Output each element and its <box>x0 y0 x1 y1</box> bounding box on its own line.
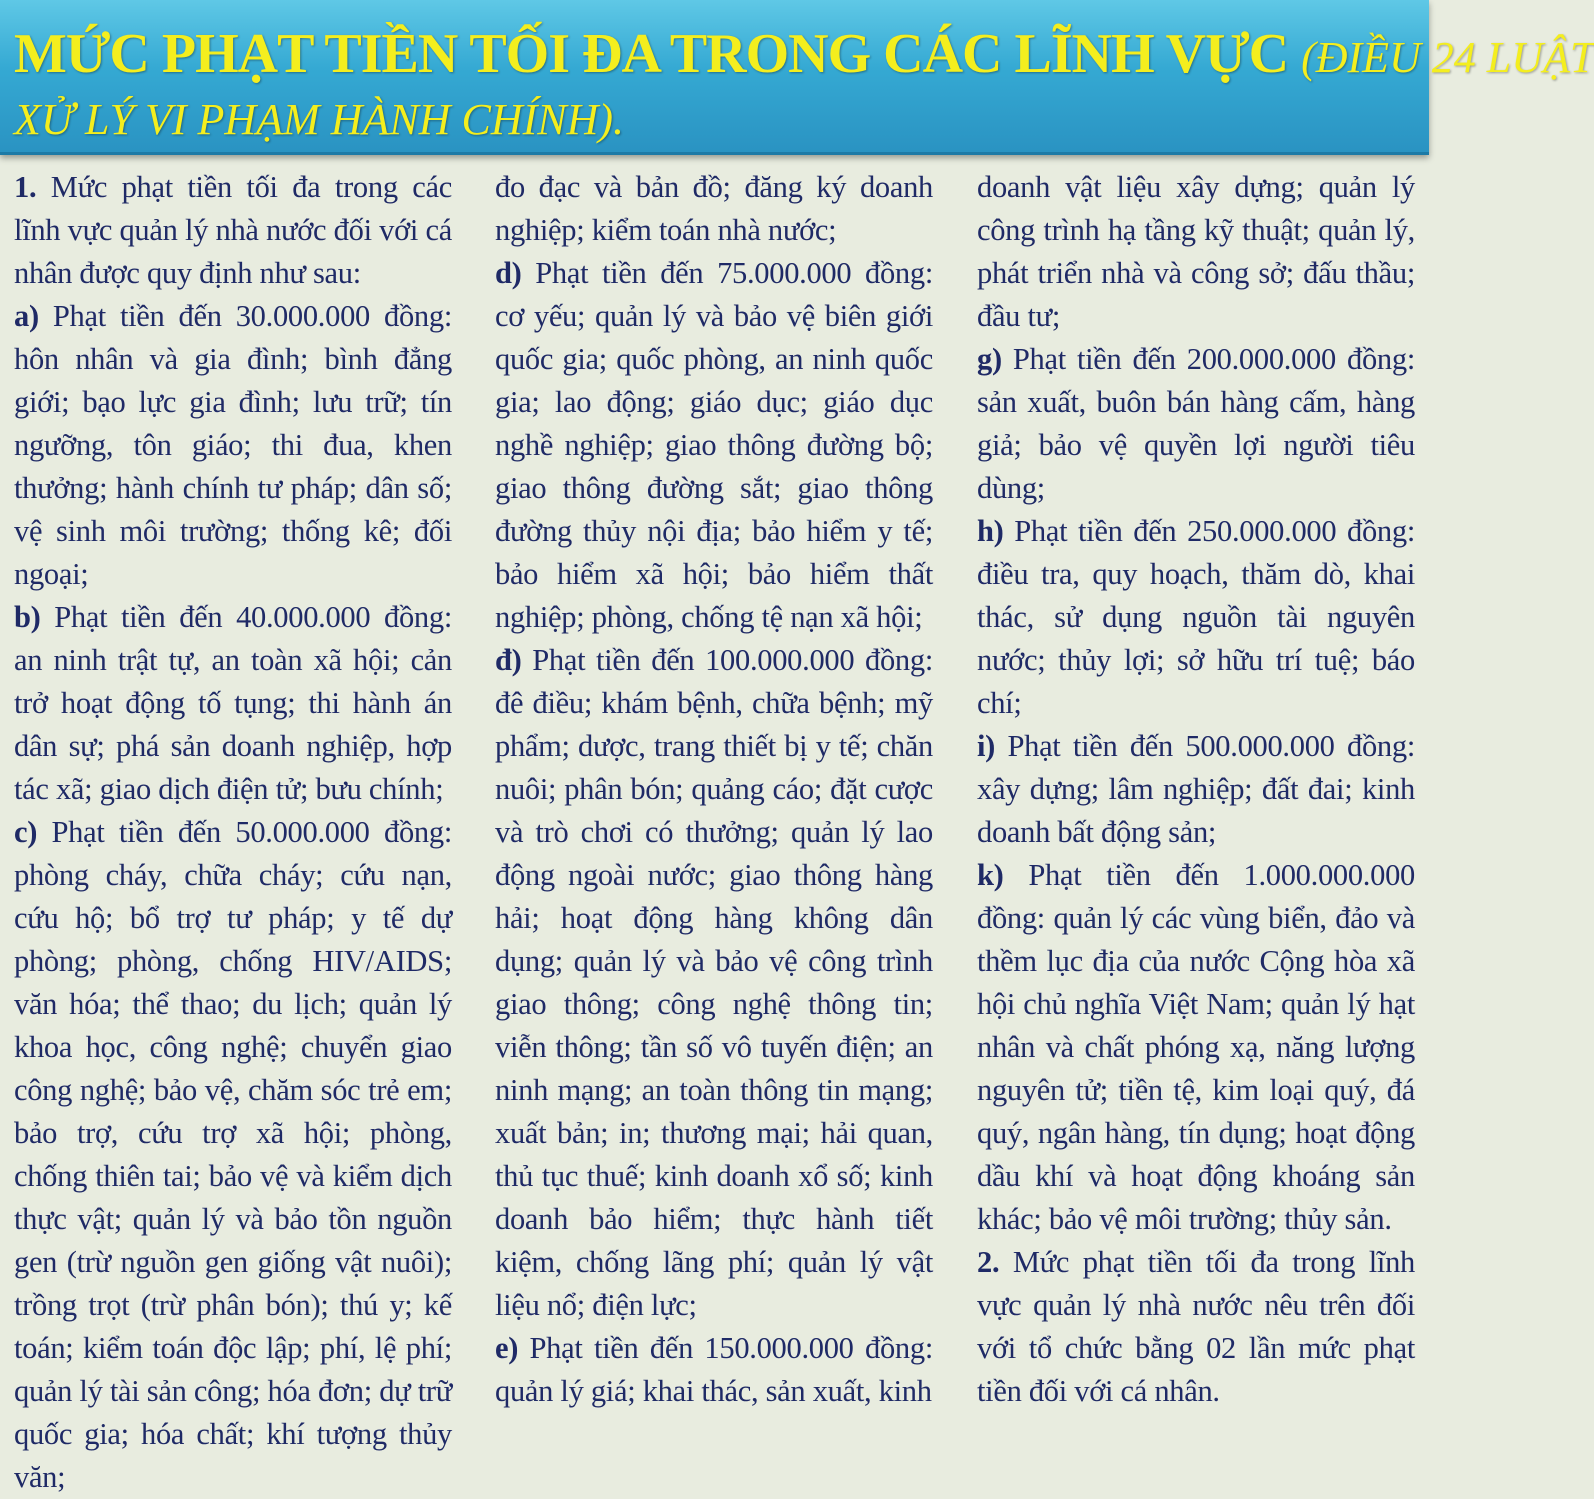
text-column-2 <box>495 166 933 1413</box>
paragraph <box>14 295 452 596</box>
paragraph-text: Phạt tiền đến 500.000.000 đồng: xây dựng; lâm nghiệp; đất đai; kinh doanh bất động sản; <box>977 729 1415 849</box>
title-bold: MỨC PHẠT TIỀN TỐI ĐA TRONG CÁC LĨNH VỰC <box>14 23 1289 85</box>
paragraph <box>977 166 1415 338</box>
paragraph <box>977 854 1415 1241</box>
text-column-1 <box>14 166 452 1499</box>
paragraph-text: Phạt tiền đến 250.000.000 đồng: điều tra, quy hoạch, thăm dò, khai thác, sử dụng nguồn tài nguyên nước; thủy lợi; sở hữu trí tuệ; báo chí; <box>977 514 1415 720</box>
item-marker: 1. <box>14 170 37 204</box>
item-marker: b) <box>14 600 41 634</box>
paragraph <box>495 639 933 1327</box>
paragraph <box>14 166 452 295</box>
item-marker: a) <box>14 299 39 333</box>
paragraph-text: Phạt tiền đến 200.000.000 đồng: sản xuất, buôn bán hàng cấm, hàng giả; bảo vệ quyền lợi người tiêu dùng; <box>977 342 1415 505</box>
item-marker: c) <box>14 815 38 849</box>
paragraph-text: đo đạc và bản đồ; đăng ký doanh nghiệp; kiểm toán nhà nước; <box>495 170 933 247</box>
paragraph <box>977 725 1415 854</box>
paragraph <box>495 252 933 639</box>
item-marker: g) <box>977 342 1002 376</box>
title-banner <box>0 0 1594 155</box>
paragraph <box>495 1327 933 1413</box>
title-line-1 <box>14 22 1594 86</box>
paragraph-text: Phạt tiền đến 75.000.000 đồng: cơ yếu; quản lý và bảo vệ biên giới quốc gia; quốc phòng, an ninh quốc gia; lao động; giáo dục; giáo dục nghề nghiệp; giao thông đường bộ; giao thông đường sắt; giao thông đường thủy nội địa; bảo hiểm y tế; bảo hiểm xã hội; bảo hiểm thất nghiệp; phòng, chống tệ nạn xã hội; <box>495 256 933 634</box>
paragraph <box>14 811 452 1499</box>
paragraph-text: Phạt tiền đến 150.000.000 đồng: quản lý giá; khai thác, sản xuất, kinh <box>495 1331 933 1408</box>
paragraph-text: Phạt tiền đến 40.000.000 đồng: an ninh trật tự, an toàn xã hội; cản trở hoạt động tố tụng; thi hành án dân sự; phá sản doanh nghiệp, hợp tác xã; giao dịch điện tử; bưu chính; <box>14 600 452 806</box>
item-marker: d) <box>495 256 522 290</box>
paragraph-text: doanh vật liệu xây dựng; quản lý công trình hạ tầng kỹ thuật; quản lý, phát triển nhà và công sở; đấu thầu; đầu tư; <box>977 170 1415 333</box>
paragraph-text: Phạt tiền đến 50.000.000 đồng: phòng cháy, chữa cháy; cứu nạn, cứu hộ; bổ trợ tư pháp; y tế dự phòng; phòng, chống HIV/AIDS; văn hóa; thể thao; du lịch; quản lý khoa học, công nghệ; chuyển giao công nghệ; bảo vệ, chăm sóc trẻ em; bảo trợ, cứu trợ xã hội; phòng, chống thiên tai; bảo vệ và kiểm dịch thực vật; quản lý và bảo tồn nguồn gen (trừ nguồn gen giống vật nuôi); trồng trọt (trừ phân bón); thú y; kế toán; kiểm toán độc lập; phí, lệ phí; quản lý tài sản công; hóa đơn; dự trữ quốc gia; hóa chất; khí tượng thủy văn; <box>14 815 452 1494</box>
item-marker: k) <box>977 858 1004 892</box>
title-italic-part-2: XỬ LÝ VI PHẠM HÀNH CHÍNH). <box>14 95 625 144</box>
paragraph-text: Phạt tiền đến 100.000.000 đồng: đê điều; khám bệnh, chữa bệnh; mỹ phẩm; dược, trang thiết bị y tế; chăn nuôi; phân bón; quảng cáo; đặt cược và trò chơi có thưởng; quản lý lao động ngoài nước; giao thông hàng hải; hoạt động hàng không dân dụng; quản lý và bảo vệ công trình giao thông; công nghệ thông tin; viễn thông; tần số vô tuyến điện; an ninh mạng; an toàn thông tin mạng; xuất bản; in; thương mại; hải quan, thủ tục thuế; kinh doanh xổ số; kinh doanh bảo hiểm; thực hành tiết kiệm, chống lãng phí; quản lý vật liệu nổ; điện lực; <box>495 643 933 1322</box>
paragraph <box>977 1241 1415 1413</box>
item-marker: e) <box>495 1331 519 1365</box>
paragraph-text: Phạt tiền đến 1.000.000.000 đồng: quản lý các vùng biển, đảo và thềm lục địa của nước Cộng hòa xã hội chủ nghĩa Việt Nam; quản lý hạt nhân và chất phóng xạ, năng lượng nguyên tử; tiền tệ, kim loại quý, đá quý, ngân hàng, tín dụng; hoạt động dầu khí và hoạt động khoáng sản khác; bảo vệ môi trường; thủy sản. <box>977 858 1415 1236</box>
item-marker: 2. <box>977 1245 1000 1279</box>
paragraph-text: Mức phạt tiền tối đa trong các lĩnh vực quản lý nhà nước đối với cá nhân được quy định như sau: <box>14 170 452 290</box>
text-column-3 <box>977 166 1415 1413</box>
paragraph-text: Mức phạt tiền tối đa trong lĩnh vực quản lý nhà nước nêu trên đối với tổ chức bằng 02 lần mức phạt tiền đối với cá nhân. <box>977 1245 1415 1408</box>
title-italic-part-1: (ĐIỀU 24 LUẬT <box>1301 33 1594 82</box>
paragraph <box>977 510 1415 725</box>
paragraph-text: Phạt tiền đến 30.000.000 đồng: hôn nhân và gia đình; bình đẳng giới; bạo lực gia đình; lưu trữ; tín ngưỡng, tôn giáo; thi đua, khen thưởng; hành chính tư pháp; dân số; vệ sinh môi trường; thống kê; đối ngoại; <box>14 299 452 591</box>
item-marker: i) <box>977 729 996 763</box>
paragraph <box>495 166 933 252</box>
item-marker: đ) <box>495 643 522 677</box>
paragraph <box>977 338 1415 510</box>
paragraph <box>14 596 452 811</box>
item-marker: h) <box>977 514 1004 548</box>
